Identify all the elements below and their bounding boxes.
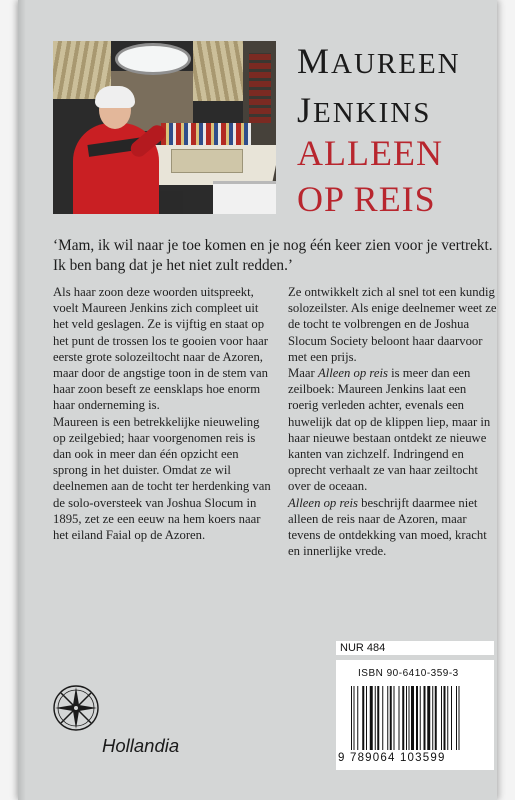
author-last-name: JENKINS bbox=[297, 90, 432, 130]
blurb-paragraph: Ze ontwikkelt zich al snel tot een kundig solozeilster. Als enige deelnemer weet ze de tocht te volbrengen en de Joshua Slocum Society beloont haar daarvoor met een prijs. bbox=[288, 285, 497, 364]
isbn-number: ISBN 90-6410-359-3 bbox=[358, 668, 459, 679]
book-title bbox=[297, 130, 443, 222]
barcode-box bbox=[336, 660, 494, 770]
blurb-paragraph: Maar Alleen op reis is meer dan een zeilboek: Maureen Jenkins laat een roerig verleden achter, evenals een huwelijk dat op de klippen liep, maar in haar nieuwe bestaan ontdekt ze nieuwe kanten van zichzelf. Indringend en oprecht verhaalt ze van haar zeiltocht over de oceaan. bbox=[288, 366, 491, 494]
blurb-left-column bbox=[53, 284, 273, 543]
barcode-number: 9 789064 103599 bbox=[338, 752, 446, 764]
opening-quote: ‘Mam, ik wil naar je toe komen en je nog één keer zien voor je vertrekt. Ik ben bang dat je het niet zult redden.’ bbox=[53, 237, 493, 274]
author-name bbox=[297, 38, 461, 136]
blurb-paragraph: Maureen is een betrekkelijke nieuweling op zeilgebied; haar voorgenomen reis is dan ook in meer dan één opzicht een sprong in het duister. Omdat ze wil deelnemen aan de tocht ter herdenking van de solo-oversteek van Joshua Slocum in 1895, zet ze een eeuw na hem koers naar het eiland Faial op de Azoren. bbox=[53, 414, 271, 543]
blurb-paragraph: Als haar zoon deze woorden uitspreekt, voelt Maureen Jenkins zich compleet uit het veld geslagen. Ze is vijftig en staat op het punt de trossen los te gooien voor haar eerste grote solozeiltocht naar de Azoren, maar door de angstige toon in de stem van haar zoon beseft ze eensklaps hoe enorm haar onderneming is. bbox=[53, 285, 268, 413]
nur-code: NUR 484 bbox=[336, 641, 494, 655]
book-back-cover bbox=[18, 0, 497, 800]
author-first-name: MAUREEN bbox=[297, 41, 461, 81]
blurb-right-column bbox=[288, 284, 497, 559]
book-title-line-2: OP REIS bbox=[297, 179, 436, 219]
blurb-paragraph: Alleen op reis beschrijft daarmee niet alleen de reis naar de Azoren, maar tevens de ontdekking van moed, kracht en innerlijke vrede. bbox=[288, 495, 487, 559]
barcode bbox=[351, 686, 485, 750]
compass-rose-icon bbox=[52, 684, 100, 732]
publisher-name: Hollandia bbox=[102, 735, 180, 756]
book-title-line-1: ALLEEN bbox=[297, 133, 443, 173]
author-photo bbox=[53, 41, 276, 214]
